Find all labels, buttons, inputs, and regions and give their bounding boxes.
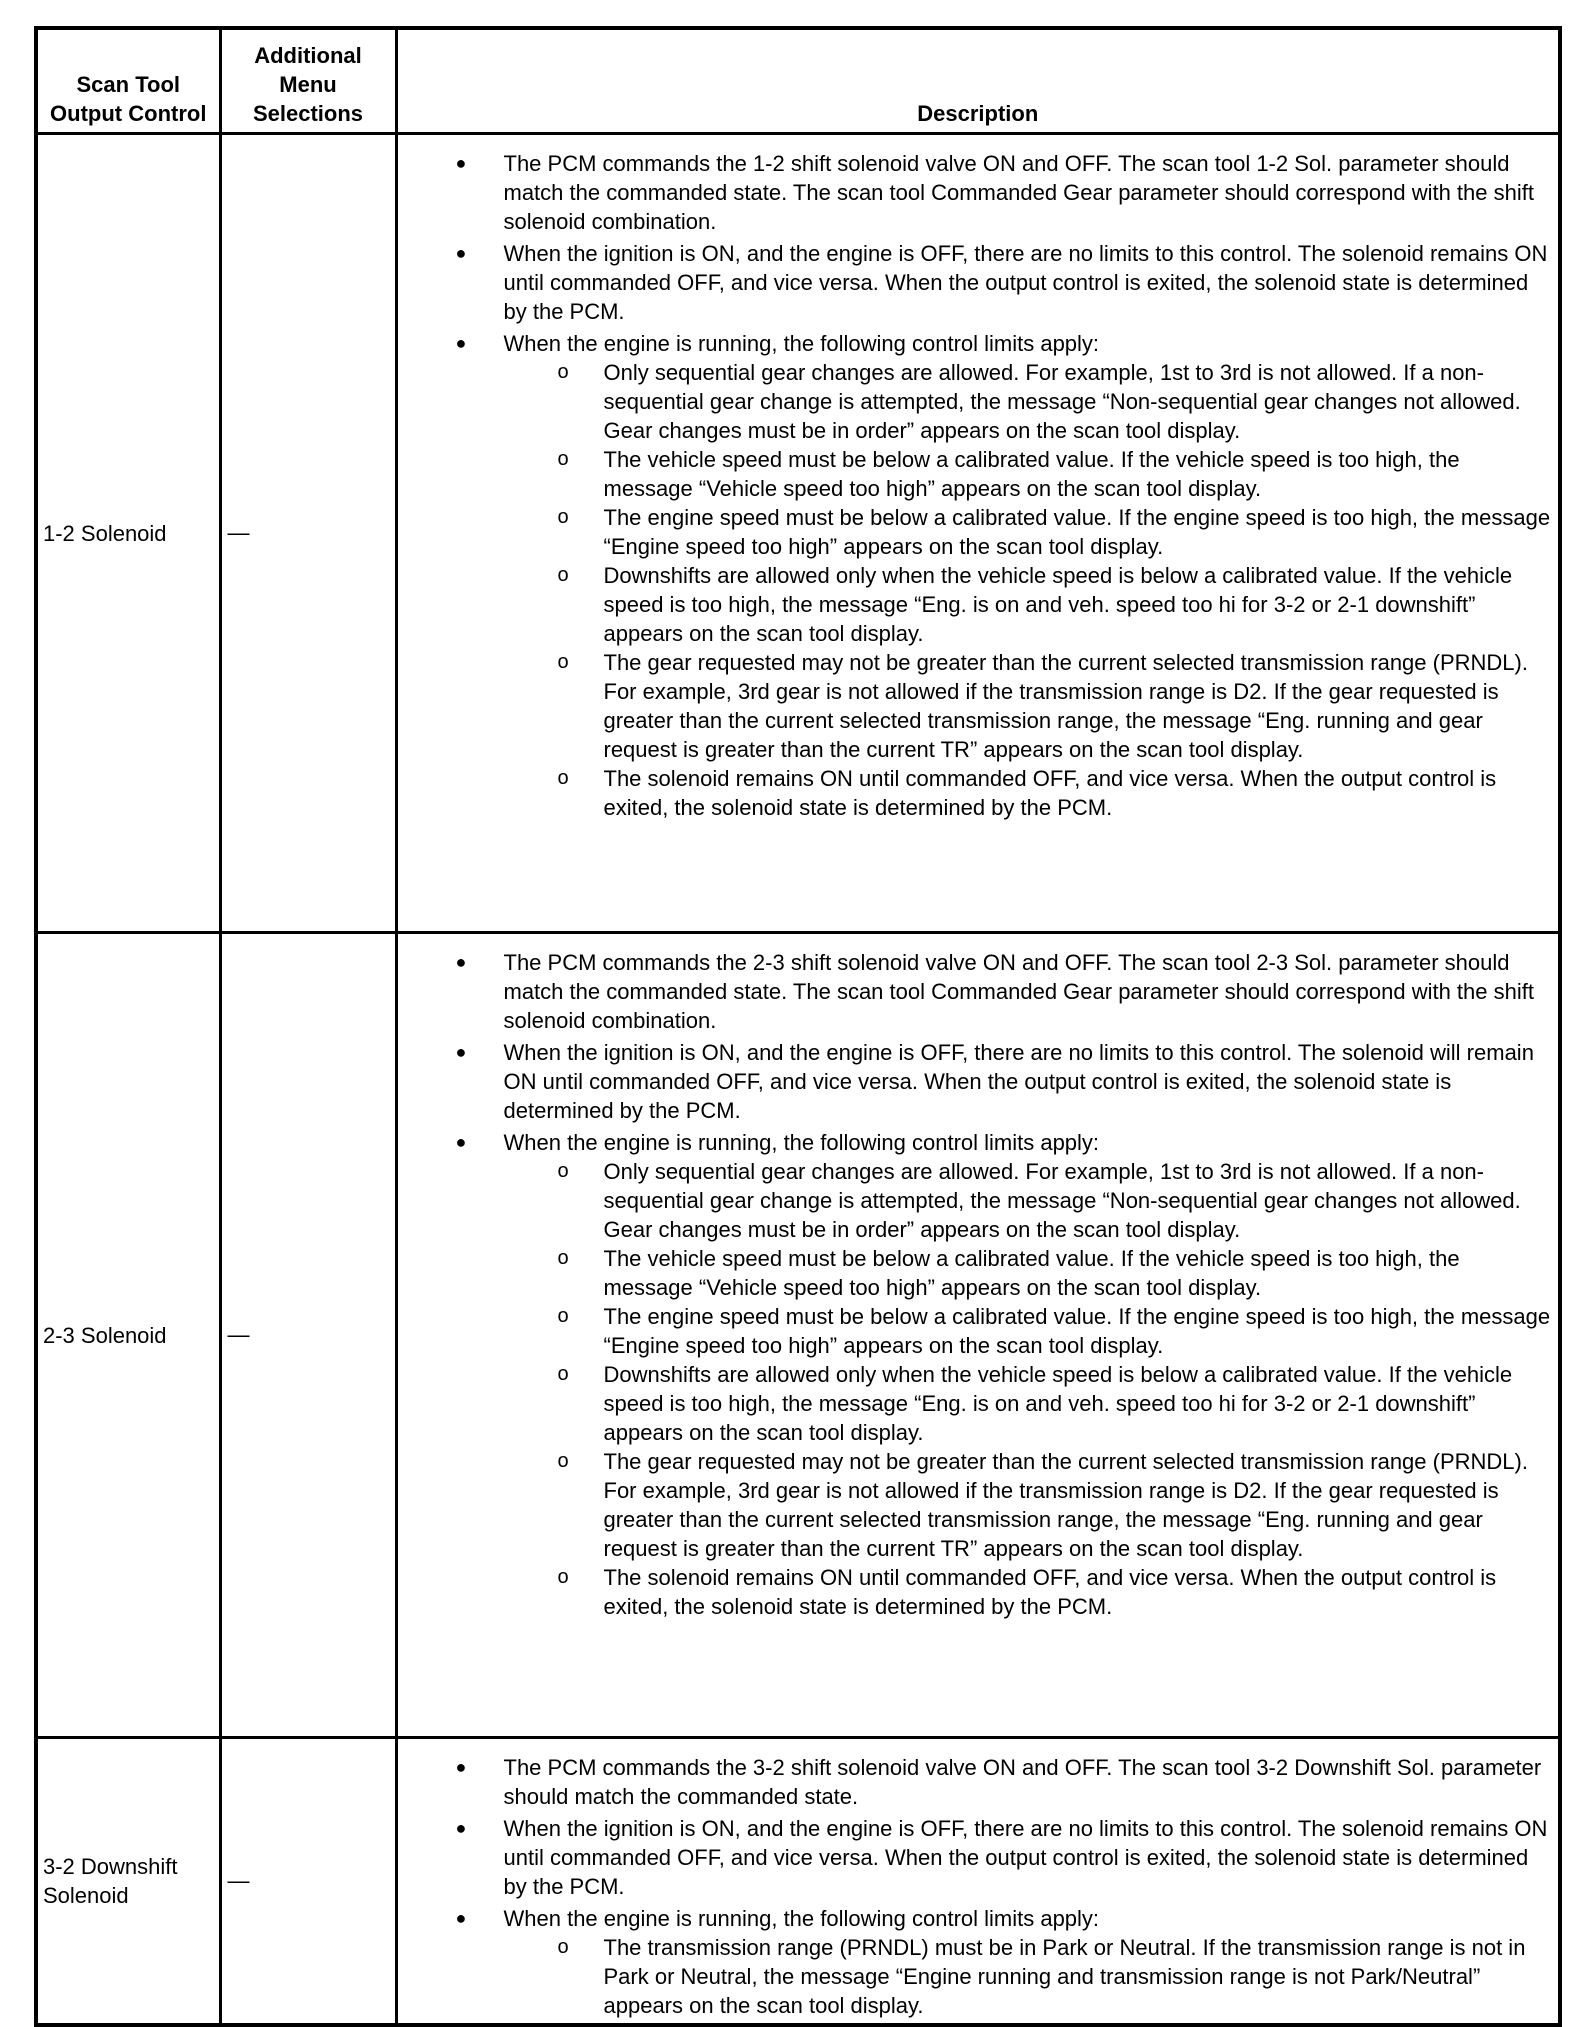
list-item (398, 1904, 1555, 2020)
bullet-text: When the engine is running, the following control limits apply: (503, 1906, 1100, 1931)
menu-selection: — (220, 134, 396, 933)
sub-bullet-text: The vehicle speed must be below a calibrated value. If the vehicle speed is too high, the message “Vehicle speed too high” appears on the scan tool display. (603, 1246, 1460, 1300)
bullet-icon: ● (455, 1818, 467, 1838)
sub-bullet-list (504, 358, 1555, 822)
bullet-icon: ● (455, 243, 467, 263)
sub-list-item (398, 648, 1555, 764)
bullet-icon: ● (455, 952, 467, 972)
output-control-table (34, 26, 1562, 2027)
sub-list-item (398, 445, 1555, 503)
description-cell (396, 933, 1560, 1738)
bullet-text: When the ignition is ON, and the engine is OFF, there are no limits to this control. The solenoid remains ON until commanded OFF, and vice versa. When the output control is exited, the solenoid state is determined by the PCM. (503, 241, 1548, 324)
bullet-text: The PCM commands the 2-3 shift solenoid valve ON and OFF. The scan tool 2-3 Sol. parameter should match the commanded state. The scan tool Commanded Gear parameter should correspond with the shift solenoid combination. (503, 950, 1534, 1033)
circle-bullet-icon: o (557, 1305, 569, 1327)
output-control-name: 3-2 Downshift Solenoid (36, 1738, 220, 2026)
sub-list-item (398, 503, 1555, 561)
sub-bullet-list (504, 1933, 1555, 2020)
bullet-icon: ● (455, 1908, 467, 1928)
description-cell (396, 134, 1560, 933)
sub-list-item (398, 1157, 1555, 1244)
sub-bullet-text: Downshifts are allowed only when the vehicle speed is below a calibrated value. If the vehicle speed is too high, the message “Eng. is on and veh. speed too hi for 3-2 or 2-1 downshift” appears on the scan tool display. (603, 1362, 1513, 1445)
circle-bullet-icon: o (557, 1247, 569, 1269)
header-description: Description (396, 28, 1560, 134)
list-item (398, 1128, 1555, 1621)
sub-bullet-text: The gear requested may not be greater than the current selected transmission range (PRNDL). For example, 3rd gear is not allowed if the transmission range is D2. If the gear requested is greater than the current selected transmission range, the message “Eng. running and gear request is greater than the current TR” appears on the scan tool display. (603, 650, 1528, 762)
sub-bullet-text: The solenoid remains ON until commanded OFF, and vice versa. When the output control is exited, the solenoid state is determined by the PCM. (603, 766, 1497, 820)
circle-bullet-icon: o (557, 564, 569, 586)
output-control-name: 2-3 Solenoid (36, 933, 220, 1738)
bullet-icon: ● (455, 1042, 467, 1062)
bullet-text: When the engine is running, the following control limits apply: (503, 331, 1100, 356)
circle-bullet-icon: o (557, 506, 569, 528)
bullet-list (398, 1753, 1555, 2020)
circle-bullet-icon: o (557, 1363, 569, 1385)
sub-list-item (398, 561, 1555, 648)
menu-selection: — (220, 1738, 396, 2026)
sub-bullet-text: Only sequential gear changes are allowed. For example, 1st to 3rd is not allowed. If a non-sequential gear change is attempted, the message “Non-sequential gear changes not allowed. Gear changes must be in order” appears on the scan tool display. (603, 1159, 1521, 1242)
sub-bullet-text: The vehicle speed must be below a calibrated value. If the vehicle speed is too high, the message “Vehicle speed too high” appears on the scan tool display. (603, 447, 1460, 501)
bullet-icon: ● (455, 333, 467, 353)
sub-bullet-text: The engine speed must be below a calibrated value. If the engine speed is too high, the message “Engine speed too high” appears on the scan tool display. (603, 1304, 1551, 1358)
table-row (36, 933, 1560, 1738)
header-additional-menu-selections: Additional Menu Selections (220, 28, 396, 134)
table-row (36, 1738, 1560, 2026)
list-item (398, 329, 1555, 822)
sub-list-item (398, 1244, 1555, 1302)
circle-bullet-icon: o (557, 651, 569, 673)
header-scan-tool-output-control: Scan Tool Output Control (36, 28, 220, 134)
sub-bullet-text: The transmission range (PRNDL) must be in Park or Neutral. If the transmission range is not in Park or Neutral, the message “Engine running and transmission range is not Park/Neutral” appears on the scan tool display. (603, 1935, 1526, 2018)
bullet-list (398, 948, 1555, 1621)
sub-list-item (398, 764, 1555, 822)
bullet-text: The PCM commands the 1-2 shift solenoid valve ON and OFF. The scan tool 1-2 Sol. parameter should match the commanded state. The scan tool Commanded Gear parameter should correspond with the shift solenoid combination. (503, 151, 1534, 234)
sub-bullet-list (504, 1157, 1555, 1621)
sub-list-item (398, 1447, 1555, 1563)
bullet-text: The PCM commands the 3-2 shift solenoid valve ON and OFF. The scan tool 3-2 Downshift Sol. parameter should match the commanded state. (503, 1755, 1542, 1809)
bullet-list (398, 149, 1555, 822)
header-row (36, 28, 1560, 134)
sub-list-item (398, 1933, 1555, 2020)
circle-bullet-icon: o (557, 448, 569, 470)
circle-bullet-icon: o (557, 1936, 569, 1958)
bullet-text: When the ignition is ON, and the engine is OFF, there are no limits to this control. The solenoid remains ON until commanded OFF, and vice versa. When the output control is exited, the solenoid state is determined by the PCM. (503, 1816, 1548, 1899)
sub-list-item (398, 1302, 1555, 1360)
circle-bullet-icon: o (557, 361, 569, 383)
circle-bullet-icon: o (557, 1160, 569, 1182)
bullet-text: When the ignition is ON, and the engine is OFF, there are no limits to this control. The solenoid will remain ON until commanded OFF, and vice versa. When the output control is exited, the solenoid state is determined by the PCM. (503, 1040, 1534, 1123)
circle-bullet-icon: o (557, 1566, 569, 1588)
circle-bullet-icon: o (557, 1450, 569, 1472)
bullet-text: When the engine is running, the following control limits apply: (503, 1130, 1100, 1155)
description-cell (396, 1738, 1560, 2026)
list-item (398, 1753, 1555, 1811)
sub-list-item (398, 1360, 1555, 1447)
bullet-icon: ● (455, 153, 467, 173)
sub-bullet-text: Downshifts are allowed only when the vehicle speed is below a calibrated value. If the vehicle speed is too high, the message “Eng. is on and veh. speed too hi for 3-2 or 2-1 downshift” appears on the scan tool display. (603, 563, 1513, 646)
sub-bullet-text: The engine speed must be below a calibrated value. If the engine speed is too high, the message “Engine speed too high” appears on the scan tool display. (603, 505, 1551, 559)
circle-bullet-icon: o (557, 767, 569, 789)
table-row (36, 134, 1560, 933)
list-item (398, 1814, 1555, 1901)
sub-list-item (398, 358, 1555, 445)
sub-bullet-text: The gear requested may not be greater than the current selected transmission range (PRNDL). For example, 3rd gear is not allowed if the transmission range is D2. If the gear requested is greater than the current selected transmission range, the message “Eng. running and gear request is greater than the current TR” appears on the scan tool display. (603, 1449, 1528, 1561)
menu-selection: — (220, 933, 396, 1738)
sub-bullet-text: Only sequential gear changes are allowed. For example, 1st to 3rd is not allowed. If a non-sequential gear change is attempted, the message “Non-sequential gear changes not allowed. Gear changes must be in order” appears on the scan tool display. (603, 360, 1521, 443)
bullet-icon: ● (455, 1757, 467, 1777)
list-item (398, 1038, 1555, 1125)
bullet-icon: ● (455, 1132, 467, 1152)
sub-list-item (398, 1563, 1555, 1621)
list-item (398, 149, 1555, 236)
sub-bullet-text: The solenoid remains ON until commanded OFF, and vice versa. When the output control is exited, the solenoid state is determined by the PCM. (603, 1565, 1497, 1619)
output-control-name: 1-2 Solenoid (36, 134, 220, 933)
list-item (398, 239, 1555, 326)
list-item (398, 948, 1555, 1035)
